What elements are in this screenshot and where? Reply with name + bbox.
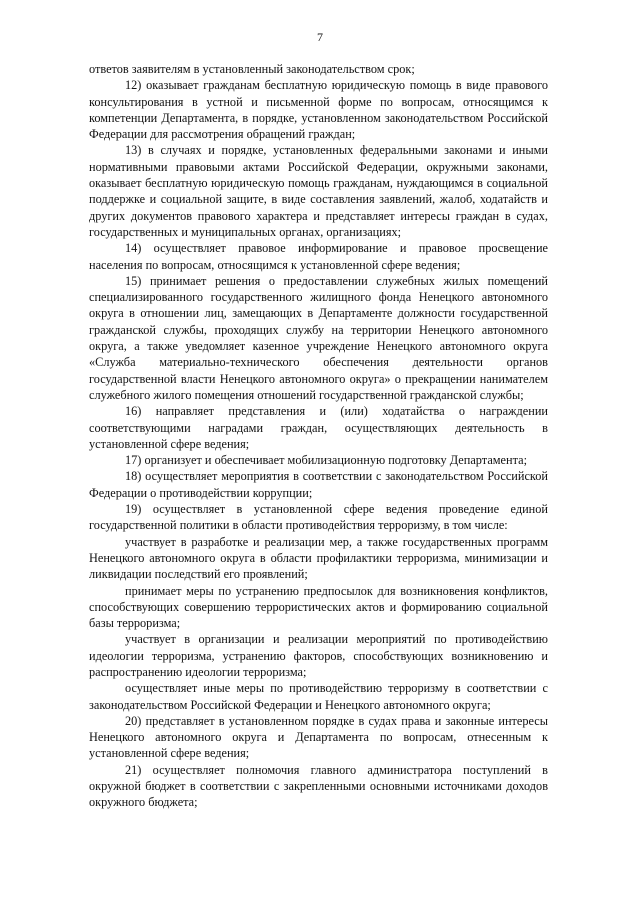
paragraph-item-19-sub-4: осуществляет иные меры по противодействию терроризму в соответствии с законодательством Российской Федерации и Ненецкого автономного округа; — [89, 681, 548, 712]
paragraph-item-13: 13) в случаях и порядке, установленных федеральными законами и иными нормативными правовыми актами Российской Федерации, окружными законами, оказывает бесплатную юридическую помощь гражданам, нуждающимся в социальной поддержке и социальной защите, в виде составления заявлений, жалоб, ходатайств и других документов правового характера и представляет интересы граждан в судах, государственных и муниципальных органах, организациях; — [89, 143, 548, 239]
paragraph-item-17: 17) организует и обеспечивает мобилизационную подготовку Департамента; — [125, 453, 527, 468]
paragraph-item-19-sub-1: участвует в разработке и реализации мер, а также государственных программ Ненецкого автономного округа в области профилактики терроризма, минимизации и ликвидации последствий его проявлений; — [89, 534, 548, 582]
paragraph-item-19: 19) осуществляет в установленной сфере ведения проведение единой государственной политики в области противодействия терроризму, в том числе: — [89, 502, 548, 533]
paragraph-item-12: 12) оказывает гражданам бесплатную юридическую помощь в виде правового консультирования в устной и письменной форме по вопросам, относящимся к компетенции Департамента, в порядке, установленном законодательством Российской Федерации для рассмотрения обращений граждан; — [89, 78, 548, 142]
paragraph-item-18: 18) осуществляет мероприятия в соответствии с законодательством Российской Федерации о противодействии коррупции; — [89, 469, 548, 500]
paragraph-item-21: 21) осуществляет полномочия главного администратора поступлений в окружной бюджет в соответствии с закрепленными основными источниками доходов окружного бюджета; — [89, 762, 548, 810]
paragraph-item-16: 16) направляет представления и (или) ходатайства о награждении соответствующими наградами граждан, осуществляющих деятельность в установленной сфере ведения; — [89, 404, 548, 451]
document-body — [89, 61, 548, 811]
paragraph-item-19-sub-3: участвует в организации и реализации мероприятий по противодействию идеологии терроризма, устранению факторов, способствующих возникновению и распространению идеологии терроризма; — [89, 632, 548, 679]
page-number: 7 — [317, 30, 323, 44]
paragraph-continuation: ответов заявителям в установленный законодательством срок; — [89, 62, 415, 76]
paragraph-item-14: 14) осуществляет правовое информирование и правовое просвещение населения по вопросам, относящимся к установленной сфере ведения; — [89, 241, 548, 272]
paragraph-item-15: 15) принимает решения о предоставлении служебных жилых помещений специализированного государственного жилищного фонда Ненецкого автономного округа в отношении лиц, замещающих в Департаменте должности государственной гражданской службы, проходящих службу на территории Ненецкого автономного округа, а также уведомляет казенное учреждение Ненецкого автономного округа «Служба материально-технического обеспечения деятельности органов государственной власти Ненецкого автономного округа» о прекращении нанимателем служебного жилого помещения отношений государственной гражданской службы; — [89, 273, 548, 402]
paragraph-item-20: 20) представляет в установленном порядке в судах права и законные интересы Ненецкого автономного округа и Департамента по вопросам, отнесенным к установленной сфере ведения; — [89, 713, 548, 761]
paragraph-item-19-sub-2: принимает меры по устранению предпосылок для возникновения конфликтов, способствующих совершению террористических актов и формированию социальной базы терроризма; — [89, 583, 548, 631]
